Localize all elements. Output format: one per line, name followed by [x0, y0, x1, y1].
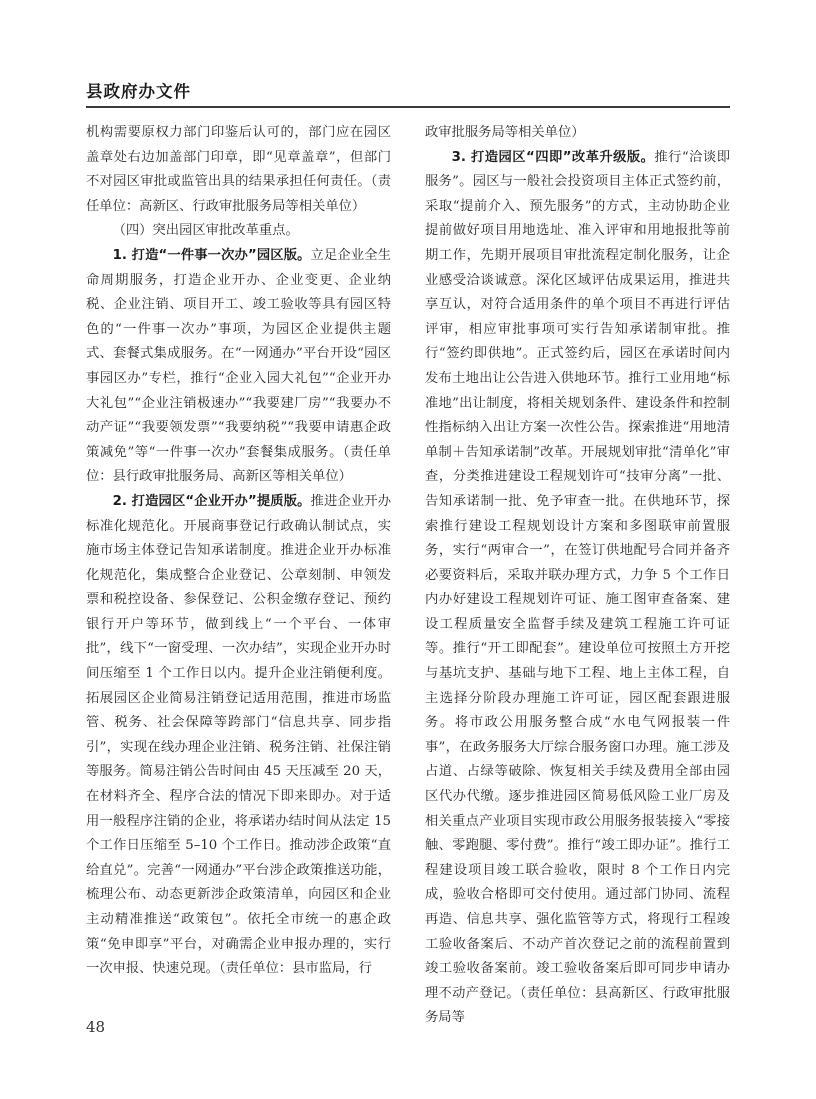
item-2-heading: 2. 打造园区“企业开办”提质版。 [112, 493, 311, 509]
item-1-heading: 1. 打造“一件事一次办”园区版。 [112, 247, 311, 263]
paragraph-item-1 [86, 244, 391, 490]
paragraph-continuation-right: 政审批服务局等相关单位） [425, 125, 585, 140]
section-heading: （四）突出园区审批改革重点。 [112, 223, 299, 239]
item-3-heading: 3. 打造园区“四即”改革升级版。 [451, 149, 655, 165]
header-rule [86, 106, 730, 108]
right-column [425, 121, 730, 1031]
paragraph-item-3 [425, 146, 730, 1031]
page-number: 48 [86, 1018, 106, 1036]
item-1-body: 立足企业全生命周期服务，打造企业开办、企业变更、企业纳税、企业注销、项目开工、竣工验收等具有园区特色的“一件事一次办”事项，为园区企业提供主题式、套餐式集成服务。在“一网通办”平台开设“园区事园区办”专栏，推行“企业入园大礼包”“企业开办大礼包”“企业注销极速办”“我要建厂房”“我要办不动产证”“我要领发票”“我要纳税”“我要申请惠企政策减免”等“一件事一次办”套餐集成服务。（责任单位：县行政审批服务局、高新区等相关单位） [86, 247, 391, 485]
header-title: 县政府办文件 [86, 82, 191, 101]
paragraph-item-2 [86, 490, 391, 982]
running-header [86, 78, 730, 102]
item-3-body: 推行“洽谈即服务”。园区与一般社会投资项目主体正式签约前，采取“提前介入、预先服务”的方式，主动协助企业提前做好项目用地选址、准入评审和用地报批等前期工作，先期开展项目审批流程定制化服务，让企业感受洽谈诚意。深化区域评估成果运用，推进共享互认，对符合适用条件的单个项目不再进行评估评审，相应审批事项可实行告知承诺制审批。推行“签约即供地”。正式签约后，园区在承诺时间内发布土地出让公告进入供地环节。推行工业用地“标准地”出让制度，将相关规划条件、建设条件和控制性指标纳入出让方案一次性公告。探索推进“用地清单制＋告知承诺制”改革。开展规划审批“清单化”审查，分类推进建设工程规划许可“技审分离”一批、告知承诺制一批、免予审查一批。在供地环节，探索推行建设工程规划设计方案和多图联审前置服务，实行“两审合一”，在签订供地配号合同并备齐必要资料后，采取并联办理方式，力争 5 个工作日内办好建设工程规划许可证、施工图审查备案、建设工程质量安全监督手续及建筑工程施工许可证等。推行“开工即配套”。建设单位可按照土方开挖与基坑支护、基础与地下工程、地上主体工程，自主选择分阶段办理施工许可证，园区配套跟进服务。将市政公用服务整合成“水电气网报装一件事”，在政务服务大厅综合服务窗口办理。施工涉及占道、占绿等破除、恢复相关手续及费用全部由园区代办代缴。逐步推进园区简易低风险工业厂房及相关重点产业项目实现市政公用服务报装接入“零接触、零跑腿、零付费”。推行“竣工即办证”。推行工程建设项目竣工联合验收，限时 8 个工作日内完成，验收合格即可交付使用。通过部门协同、流程再造、信息共享、强化监管等方式，将现行工程竣工验收备案后、不动产首次登记之前的流程前置到竣工验收备案前。竣工验收备案后即可同步申请办理不动产登记。（责任单位：县高新区、行政审批服务局等 [425, 149, 730, 1026]
item-2-body: 推进企业开办标准化规范化。开展商事登记行政确认制试点，实施市场主体登记告知承诺制度。推进企业开办标准化规范化，集成整合企业登记、公章刻制、申领发票和税控设备、参保登记、公积金缴存登记、预约银行开户等环节，做到线上“一个平台、一体审批”，线下“一窗受理、一次办结”，实现企业开办时间压缩至 1 个工作日以内。提升企业注销便利度。拓展园区企业简易注销登记适用范围，推进市场监管、税务、社会保障等跨部门“信息共享、同步指引”，实现在线办理企业注销、税务注销、社保注销等服务。简易注销公告时间由 45 天压减至 20 天，在材料齐全、程序合法的情况下即来即办。对于适用一般程序注销的企业，将承诺办结时间从法定 15 个工作日压缩至 5–10 个工作日。推动涉企政策“直给直兑”。完善“一网通办”平台涉企政策推送功能，梳理公布、动态更新涉企政策清单，向园区和企业主动精准推送“政策包”。依托全市统一的惠企政策“免申即享”平台，对确需企业申报办理的，实行一次申报、快速兑现。（责任单位：县市监局，行 [86, 493, 391, 977]
paragraph-continuation: 机构需要原权力部门印鉴后认可的，部门应在园区盖章处右边加盖部门印章，即“见章盖章”，但部门不对园区审批或监管出具的结果承担任何责任。（责任单位：高新区、行政审批服务局等相关单位） [86, 125, 391, 214]
left-column [86, 121, 391, 982]
